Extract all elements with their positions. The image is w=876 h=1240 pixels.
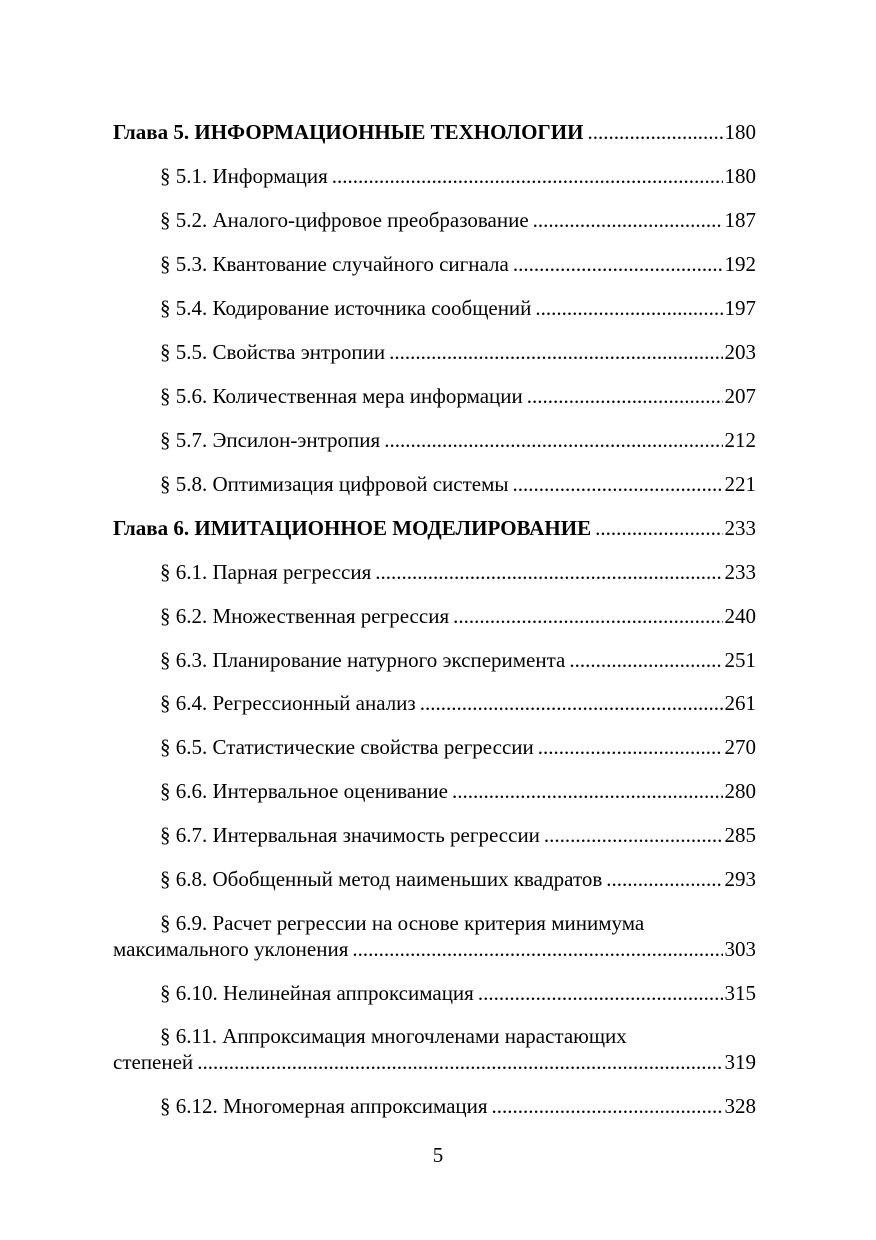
toc-section-5-2[interactable] [113, 208, 756, 238]
toc-entry-page: 207 [724, 384, 756, 408]
toc-entry-page: 240 [724, 604, 756, 628]
toc-section-5-3[interactable] [113, 252, 756, 282]
page-number: 5 [432, 1143, 444, 1167]
toc-entry-label: § 6.2. Множественная регрессия [160, 604, 450, 628]
dot-leader [595, 516, 722, 540]
toc-chapter-6[interactable] [113, 516, 756, 546]
toc-entry-page: 192 [724, 252, 756, 276]
toc-section-5-5[interactable] [113, 340, 756, 370]
dot-leader [606, 867, 722, 891]
toc-entry-label: § 6.3. Планирование натурного эксперимента [160, 648, 566, 672]
dot-leader [384, 428, 722, 452]
dot-leader [453, 604, 722, 628]
toc-entry-label: § 5.2. Аналого-цифровое преобразование [160, 208, 529, 232]
dot-leader [513, 252, 723, 276]
toc-section-6-5[interactable] [113, 735, 756, 765]
toc-section-6-10[interactable] [113, 981, 756, 1011]
toc-entry-label-line1: § 6.9. Расчет регрессии на основе критерия минимума [160, 911, 645, 935]
toc-section-5-6[interactable] [113, 384, 756, 414]
toc-section-5-8[interactable] [113, 472, 756, 502]
dot-leader [375, 560, 722, 584]
dot-leader [332, 164, 723, 188]
dot-leader [492, 1094, 723, 1118]
toc-section-6-7[interactable] [113, 823, 756, 853]
toc-entry-page: 328 [724, 1094, 756, 1118]
toc-entry-label: § 5.6. Количественная мера информации [160, 384, 523, 408]
toc-section-6-3[interactable] [113, 648, 756, 678]
toc-entry-page: 293 [724, 867, 756, 891]
toc-entry-label-line2: максимального уклонения [113, 937, 349, 961]
dot-leader [512, 472, 722, 496]
toc-entry-page: 180 [724, 164, 756, 188]
toc-entry-label: § 6.4. Регрессионный анализ [160, 691, 416, 715]
toc-entry-label: § 5.1. Информация [160, 164, 328, 188]
toc-entry-page: 221 [724, 472, 756, 496]
toc-entry-label: § 5.5. Свойства энтропии [160, 340, 386, 364]
dot-leader [587, 120, 722, 144]
toc-entry-label: § 6.1. Парная регрессия [160, 560, 372, 584]
toc-entry-page: 261 [724, 691, 756, 715]
toc-entry-label: § 5.3. Квантование случайного сигнала [160, 252, 509, 276]
toc-entry-page: 212 [724, 428, 756, 452]
toc-section-6-2[interactable] [113, 604, 756, 634]
dot-leader [527, 384, 723, 408]
toc-entry-page: 197 [724, 296, 756, 320]
toc-entry-page: 280 [724, 779, 756, 803]
dot-leader [389, 340, 722, 364]
toc-entry-label: § 6.12. Многомерная аппроксимация [160, 1094, 488, 1118]
toc-section-6-8[interactable] [113, 867, 756, 897]
toc-entry-page: 233 [724, 560, 756, 584]
toc-section-6-12[interactable] [113, 1094, 756, 1124]
toc-section-5-7[interactable] [113, 428, 756, 458]
toc-entry-label-line2: степеней [113, 1050, 194, 1074]
toc-section-6-4[interactable] [113, 691, 756, 721]
toc-entry-page: 233 [724, 516, 756, 540]
dot-leader [420, 691, 723, 715]
toc-entry-page: 187 [724, 208, 756, 232]
toc-entry-label: Глава 5. ИНФОРМАЦИОННЫЕ ТЕХНОЛОГИИ [113, 120, 584, 144]
toc-entry-page: 203 [724, 340, 756, 364]
dot-leader [452, 779, 723, 803]
toc-entry-page: 251 [724, 648, 756, 672]
toc-chapter-5[interactable] [113, 120, 756, 150]
dot-leader [478, 981, 723, 1005]
dot-leader [544, 823, 723, 847]
dot-leader [569, 648, 722, 672]
toc-entry-page: 285 [724, 823, 756, 847]
toc-entry-label: § 5.8. Оптимизация цифровой системы [160, 472, 509, 496]
toc-entry-label: § 6.7. Интервальная значимость регрессии [160, 823, 540, 847]
toc-entry-page: 319 [724, 1050, 756, 1074]
toc-section-5-4[interactable] [113, 296, 756, 326]
toc-section-5-1[interactable] [113, 164, 756, 194]
dot-leader [533, 208, 723, 232]
toc-entry-label: Глава 6. ИМИТАЦИОННОЕ МОДЕЛИРОВАНИЕ [113, 516, 592, 540]
toc-section-6-9[interactable] [113, 911, 756, 967]
toc-entry-label: § 6.8. Обобщенный метод наименьших квадратов [160, 867, 603, 891]
dot-leader [197, 1050, 722, 1074]
toc-entry-label: § 5.7. Эпсилон-энтропия [160, 428, 381, 452]
toc-section-6-6[interactable] [113, 779, 756, 809]
dot-leader [538, 735, 723, 759]
dot-leader [535, 296, 722, 320]
toc-entry-label-line1: § 6.11. Аппроксимация многочленами нарастающих [160, 1024, 627, 1048]
toc-entry-label: § 5.4. Кодирование источника сообщений [160, 296, 532, 320]
toc-entry-page: 303 [724, 937, 756, 961]
toc-entry-page: 180 [724, 120, 756, 144]
toc-entry-page: 315 [724, 981, 756, 1005]
toc-entry-page: 270 [724, 735, 756, 759]
toc-entry-label: § 6.5. Статистические свойства регрессии [160, 735, 534, 759]
toc-entry-label: § 6.10. Нелинейная аппроксимация [160, 981, 474, 1005]
toc-section-6-11[interactable] [113, 1024, 756, 1080]
toc-section-6-1[interactable] [113, 560, 756, 590]
dot-leader [352, 937, 722, 961]
toc-entry-label: § 6.6. Интервальное оценивание [160, 779, 448, 803]
